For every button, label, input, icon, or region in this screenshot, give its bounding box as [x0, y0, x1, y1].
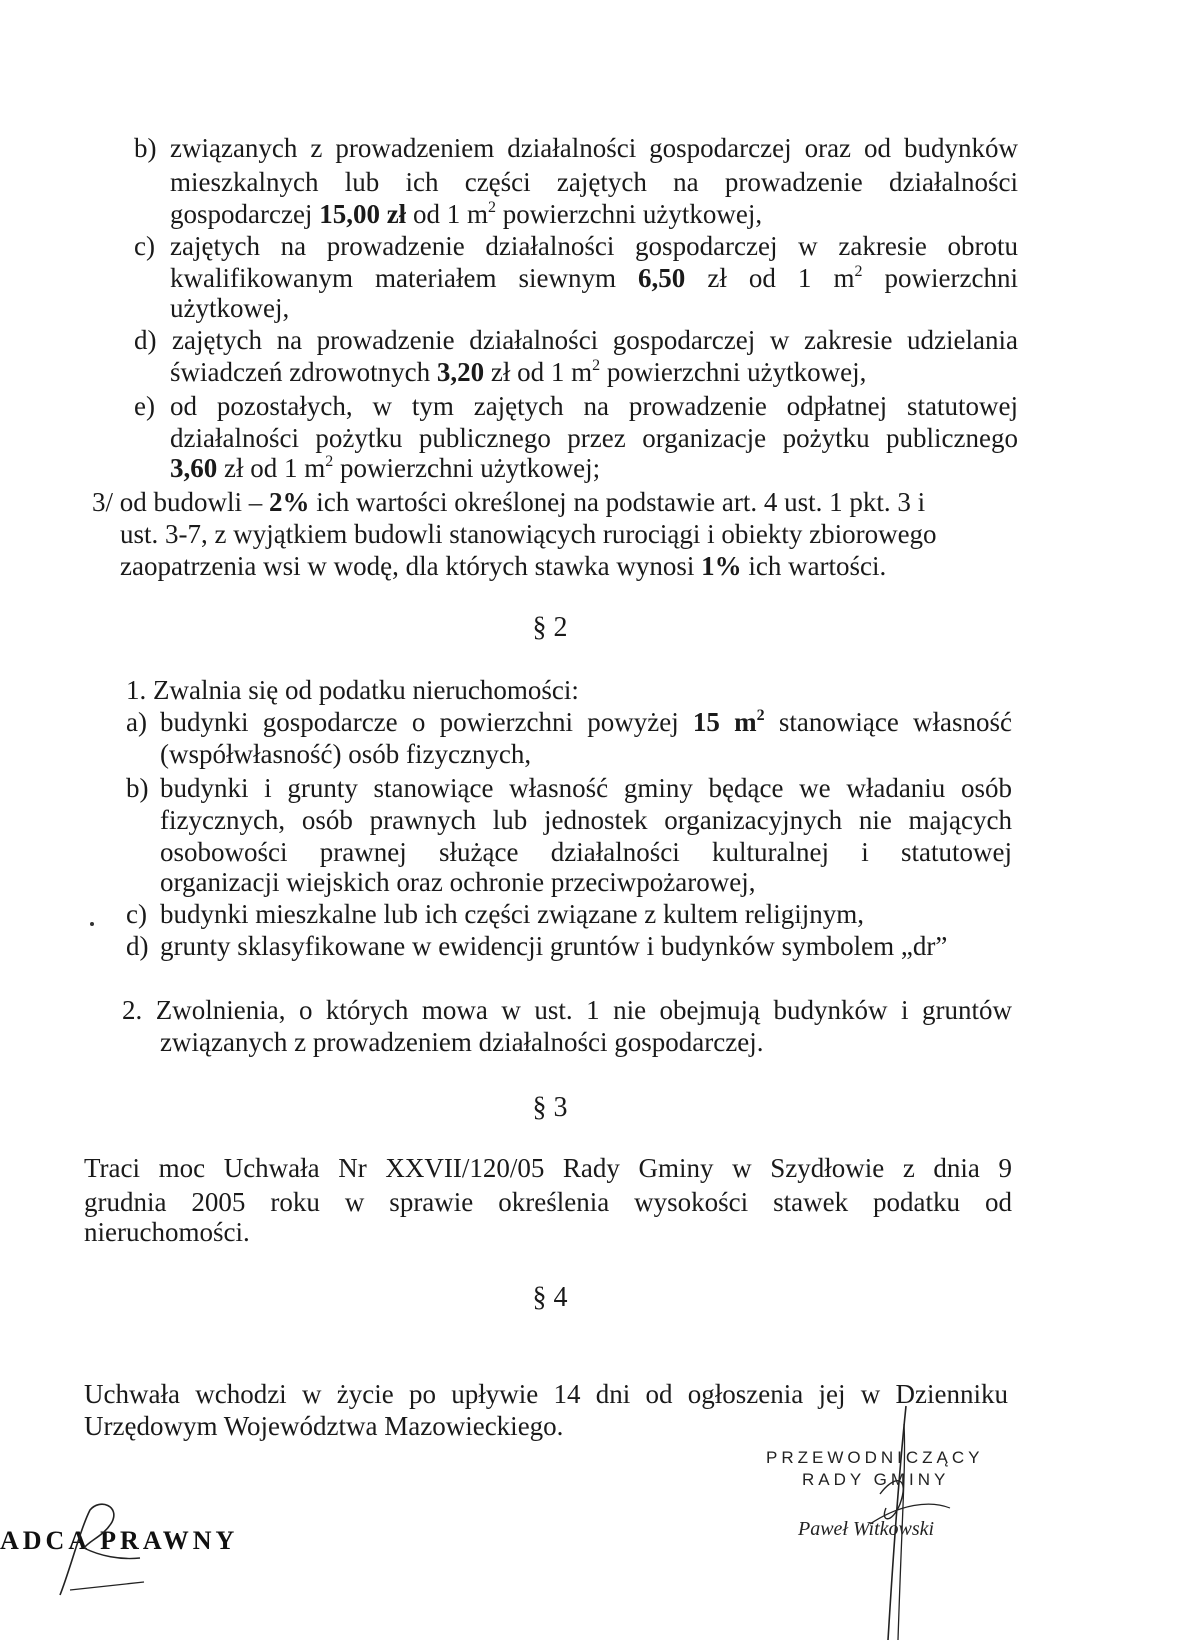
- sec2-point2-line2: związanych z prowadzeniem działalności gospodarczej.: [160, 1027, 764, 1057]
- legal-counsel-signature-icon: [40, 1500, 150, 1600]
- sec2-b-label: b): [126, 773, 149, 803]
- section-2-heading: § 2: [532, 612, 568, 643]
- sec2-c-line1: budynki mieszkalne lub ich części związane z kultem religijnym,: [160, 899, 865, 929]
- item-e-label: e): [134, 391, 155, 421]
- stamp-chairman-name: Paweł Witkowski: [798, 1518, 935, 1540]
- item-c-line2: kwalifikowanym materiałem siewnym 6,50 zł od 1 $m^2$ powierzchni: [170, 263, 1018, 293]
- section-4-heading: § 4: [532, 1282, 568, 1313]
- sec3-line2: grudnia 2005 roku w sprawie określenia wysokości stawek podatku od: [84, 1187, 1012, 1217]
- item-d-line1: zajętych na prowadzenie działalności gospodarczej w zakresie udzielania: [172, 325, 1018, 355]
- item-c-line3: użytkowej,: [170, 293, 290, 323]
- item-b-line1: związanych z prowadzeniem działalności gospodarczej oraz od budynków: [170, 133, 1018, 163]
- item-b-line2: mieszkalnych lub ich części zajętych na prowadzenie działalności: [170, 167, 1018, 197]
- item-e-line3: 3,60 zł od 1 $m^2$ powierzchni użytkowej;: [170, 453, 601, 483]
- stray-mark: [90, 922, 94, 926]
- sec2-a-line2: (współwłasność) osób fizycznych,: [160, 739, 532, 769]
- point3-line3: zaopatrzenia wsi w wodę, dla których stawka wynosi 1% ich wartości.: [120, 551, 887, 581]
- sec4-line2: Urzędowym Województwa Mazowieckiego.: [84, 1411, 564, 1441]
- sec2-b-line3: osobowości prawnej służące działalności kulturalnej i statutowej: [160, 837, 1012, 867]
- item-e-line1: od pozostałych, w tym zajętych na prowadzenie odpłatnej statutowej: [170, 391, 1018, 421]
- section-3-heading: § 3: [532, 1092, 568, 1123]
- item-c-label: c): [134, 231, 155, 261]
- sec2-a-label: a): [126, 707, 147, 737]
- sec3-line1: Traci moc Uchwała Nr XXVII/120/05 Rady Gminy w Szydłowie z dnia 9: [84, 1153, 1012, 1183]
- sec3-line3: nieruchomości.: [84, 1217, 250, 1247]
- item-b-label: b): [134, 133, 157, 163]
- item-b-line3: gospodarczej 15,00 zł od 1 $m^2$ powierzchni użytkowej,: [170, 199, 763, 229]
- sec2-b-line2: fizycznych, osób prawnych lub jednostek organizacyjnych nie mających: [160, 805, 1012, 835]
- sec2-point2-line1: 2. Zwolnienia, o których mowa w ust. 1 nie obejmują budynków i gruntów: [122, 995, 1012, 1025]
- sec2-b-line4: organizacji wiejskich oraz ochronie przeciwpożarowej,: [160, 867, 756, 897]
- sec2-d-line1: grunty sklasyfikowane w ewidencji gruntów i budynków symbolem „dr”: [160, 931, 948, 961]
- point3-line2: ust. 3-7, z wyjątkiem budowli stanowiących rurociągi i obiekty zbiorowego: [120, 519, 937, 549]
- stamp-chairman-title: PRZEWODNICZĄCY: [766, 1448, 984, 1467]
- item-d-line2: świadczeń zdrowotnych 3,20 zł od 1 $m^2$ powierzchni użytkowej,: [170, 357, 867, 387]
- sec2-point1: 1. Zwalnia się od podatku nieruchomości:: [126, 675, 579, 705]
- sec4-line1: Uchwała wchodzi w życie po upływie 14 dni od ogłoszenia jej w Dzienniku: [84, 1379, 1008, 1409]
- stamp-council-name: RADY GMINY: [802, 1470, 950, 1489]
- sec2-b-line1: budynki i grunty stanowiące własność gminy będące we władaniu osób: [160, 773, 1012, 803]
- stamp-legal-counsel: ADCA PRAWNY: [0, 1526, 239, 1555]
- item-c-line1: zajętych na prowadzenie działalności gospodarczej w zakresie obrotu: [170, 231, 1018, 261]
- sec2-a-line1: budynki gospodarcze o powierzchni powyżej 15 $m^2$ stanowiące własność: [160, 707, 1012, 737]
- sec2-d-label: d): [126, 931, 149, 961]
- chairman-signature-icon: [840, 1404, 980, 1644]
- item-e-line2: działalności pożytku publicznego przez organizacje pożytku publicznego: [170, 423, 1018, 453]
- item-d-label: d): [134, 325, 157, 355]
- sec2-c-label: c): [126, 899, 147, 929]
- point3-line1: 3/ od budowli – 2% ich wartości określonej na podstawie art. 4 ust. 1 pkt. 3 i: [92, 487, 926, 517]
